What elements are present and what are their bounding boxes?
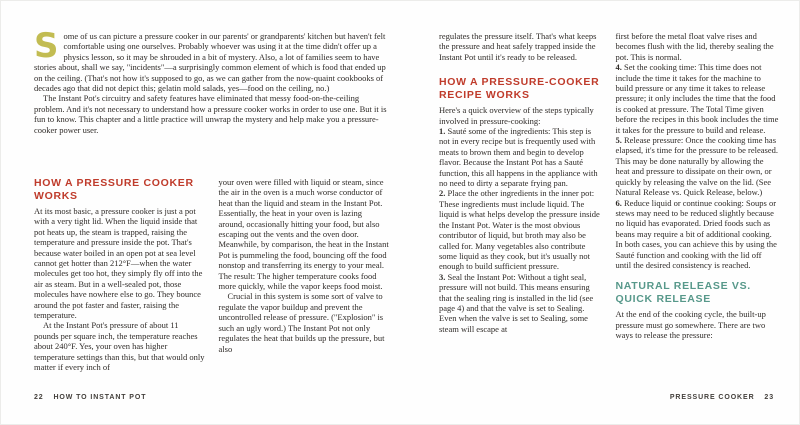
- step-item-1: [439, 126, 603, 188]
- running-head-right: PRESSURE COOKER: [669, 394, 755, 401]
- step-text: Sauté some of the ingredients: This step is not in every recipe but is frequently used with meats to brown them and begin to develop flavor. Because the Instant Pot has a Sauté function, this all happens in the appliance with no need to dirty a separate frying pan.: [439, 126, 598, 189]
- intro-paragraph-2: The Instant Pot's circuitry and safety features have eliminated that messy food-on-the-ceiling problem. And it's not necessary to understand how a pressure cooker works in order to use one. But it is fun to know. This chapter and a little practice will unwrap the mystery and help make you a pressure-cooker power user.: [34, 93, 387, 135]
- section-heading-how-a-pressure-cooker-recipe-works: HOW A PRESSURE-COOKER RECIPE WORKS: [439, 76, 600, 101]
- step-item-5: [616, 135, 780, 197]
- left-column-2: [219, 177, 390, 373]
- right-page-columns: [439, 31, 779, 341]
- step-item-3: [439, 272, 603, 334]
- right-column-2: [616, 31, 780, 341]
- subsection-paragraph: At the end of the cooking cycle, the built-up pressure must go somewhere. There are two ways to release the pressure:: [615, 309, 766, 341]
- drop-cap: S: [34, 26, 59, 66]
- subsection-heading-natural-release-vs-quick-release: NATURAL RELEASE VS. QUICK RELEASE: [615, 280, 751, 305]
- body-paragraph: At its most basic, a pressure cooker is just a pot with a very tight lid. When the liquid inside that pot heats up, the steam is trapped, raising the temperature and pressure inside the pot. That's because water boiled in an open pot at sea level cannot get hotter than 212°F—when the water molecules get too hot, they simply fly off into the air as steam. But in a well-sealed pot, those molecules have nowhere else to go. They bounce around the pot faster and faster, raising the temperature.: [34, 206, 203, 321]
- body-paragraph: Crucial in this system is some sort of valve to regulate the vapor buildup and prevent the uncontrolled release of pressure. ("Explosion" is such an ugly word.) The Instant Pot not only regulates the heat that builds up the pressure, but also: [218, 291, 385, 354]
- step-number: 4.: [615, 62, 622, 73]
- continued-paragraph: regulates the pressure itself. That's what keeps the pressure and heat safely trapped inside the Instant Pot until it's ready to be released.: [439, 31, 597, 62]
- step-number: 1.: [439, 126, 446, 137]
- intro-paragraph-1: [34, 26, 388, 94]
- step-text: Release pressure: Once the cooking time has elapsed, it's time for the pressure to be released. This may be done naturally by allowing the heat and pressure to dissipate on their own, or quickly by releasing the valve on the lid. (See Natural Release vs. Quick Release, below.): [615, 135, 779, 198]
- intro-paragraph-1-text: ome of us can picture a pressure cooker in our parents' or grandparents' kitchen but haven't felt comfortable using one ourselves. Probably whoever was using it at the time didn't offer up a physics lesson, so it may be shrouded in a bit of mystery. Also, a lot of families seem to have stories about, shall we say, "incidents"—a surprisingly common element of which is food that ended up on the ceiling. (That's not how it's supposed to go, as we can gather from the now-quaint cookbooks of decades ago that did not depict this; gelatin mold salads, yes—food on the ceiling, no.): [34, 31, 386, 94]
- step-item-4: [616, 62, 780, 135]
- step-3-continuation: first before the metal float valve rises and becomes flush with the lid, thereby sealing the pot. This is normal.: [615, 31, 774, 62]
- right-column-1: [439, 31, 603, 341]
- step-item-2: [439, 188, 603, 271]
- step-number: 5.: [615, 135, 622, 146]
- step-number: 6.: [615, 197, 622, 208]
- step-number: 3.: [439, 271, 446, 282]
- page-number-right: 23: [764, 394, 774, 401]
- left-column-1: [34, 177, 205, 373]
- section-lede: Here's a quick overview of the steps typically involved in pressure-cooking:: [439, 105, 594, 126]
- step-text: Set the cooking time: This time does not include the time it takes for the machine to build pressure or any time it takes to release pressure; it only includes the time that the food is cooked at pressure. The Total Time given before the recipes in this book includes the time it takes for the pressure to build and release.: [615, 62, 779, 135]
- step-item-6: [616, 198, 780, 271]
- body-paragraph: At the Instant Pot's pressure of about 11 pounds per square inch, the temperature reaches about 240°F. Yes, your oven has higher temperature settings than this, but that would only matter if every inch of: [34, 320, 205, 373]
- step-text: Seal the Instant Pot: Without a tight seal, pressure will not build. This means ensuring that the sealing ring is installed in the lid (see page 4) and that the valve is set to Sealing. Even when the valve is set to Sealing, some steam will escape at: [439, 271, 594, 334]
- step-text: Reduce liquid or continue cooking: Soups or stews may need to be reduced slightly because no liquid has evaporated. Dried foods such as beans may require a bit of additional cooking. In both cases, you can achieve this by using the Sauté function and cooking with the lid off until the desired consistency is reached.: [615, 197, 777, 270]
- running-head-left: HOW TO INSTANT POT: [53, 394, 147, 401]
- footer-left: [34, 394, 146, 401]
- footer-right: [670, 394, 774, 401]
- page-number-left: 22: [34, 394, 44, 401]
- intro-block: [34, 26, 388, 135]
- left-page-columns: [34, 177, 389, 373]
- body-paragraph: your oven were filled with liquid or steam, since the air in the oven is a much worse conductor of heat than the liquid and steam in the Instant Pot. Essentially, the heat in your oven is lazing around, occasionally hitting your food, but also escaping out the vents and the oven door. Meanwhile, by comparison, the heat in the Instant Pot is pummeling the food, bouncing off the food nonstop and transferring its energy to your meal. The result: The higher temperature cooks food more quickly, while the vapor keeps food moist.: [218, 177, 389, 292]
- section-heading-how-a-pressure-cooker-works: HOW A PRESSURE COOKER WORKS: [34, 177, 194, 202]
- step-text: Place the other ingredients in the inner pot: These ingredients must include liquid. The liquid is what helps develop the pressure inside the Instant Pot. Water is the most obvious contributor of liquid, but broth may also be called for. Many vegetables also contribute some liquid as they cook, but it's usually not enough to build sufficient pressure.: [439, 188, 600, 272]
- step-number: 2.: [439, 188, 446, 199]
